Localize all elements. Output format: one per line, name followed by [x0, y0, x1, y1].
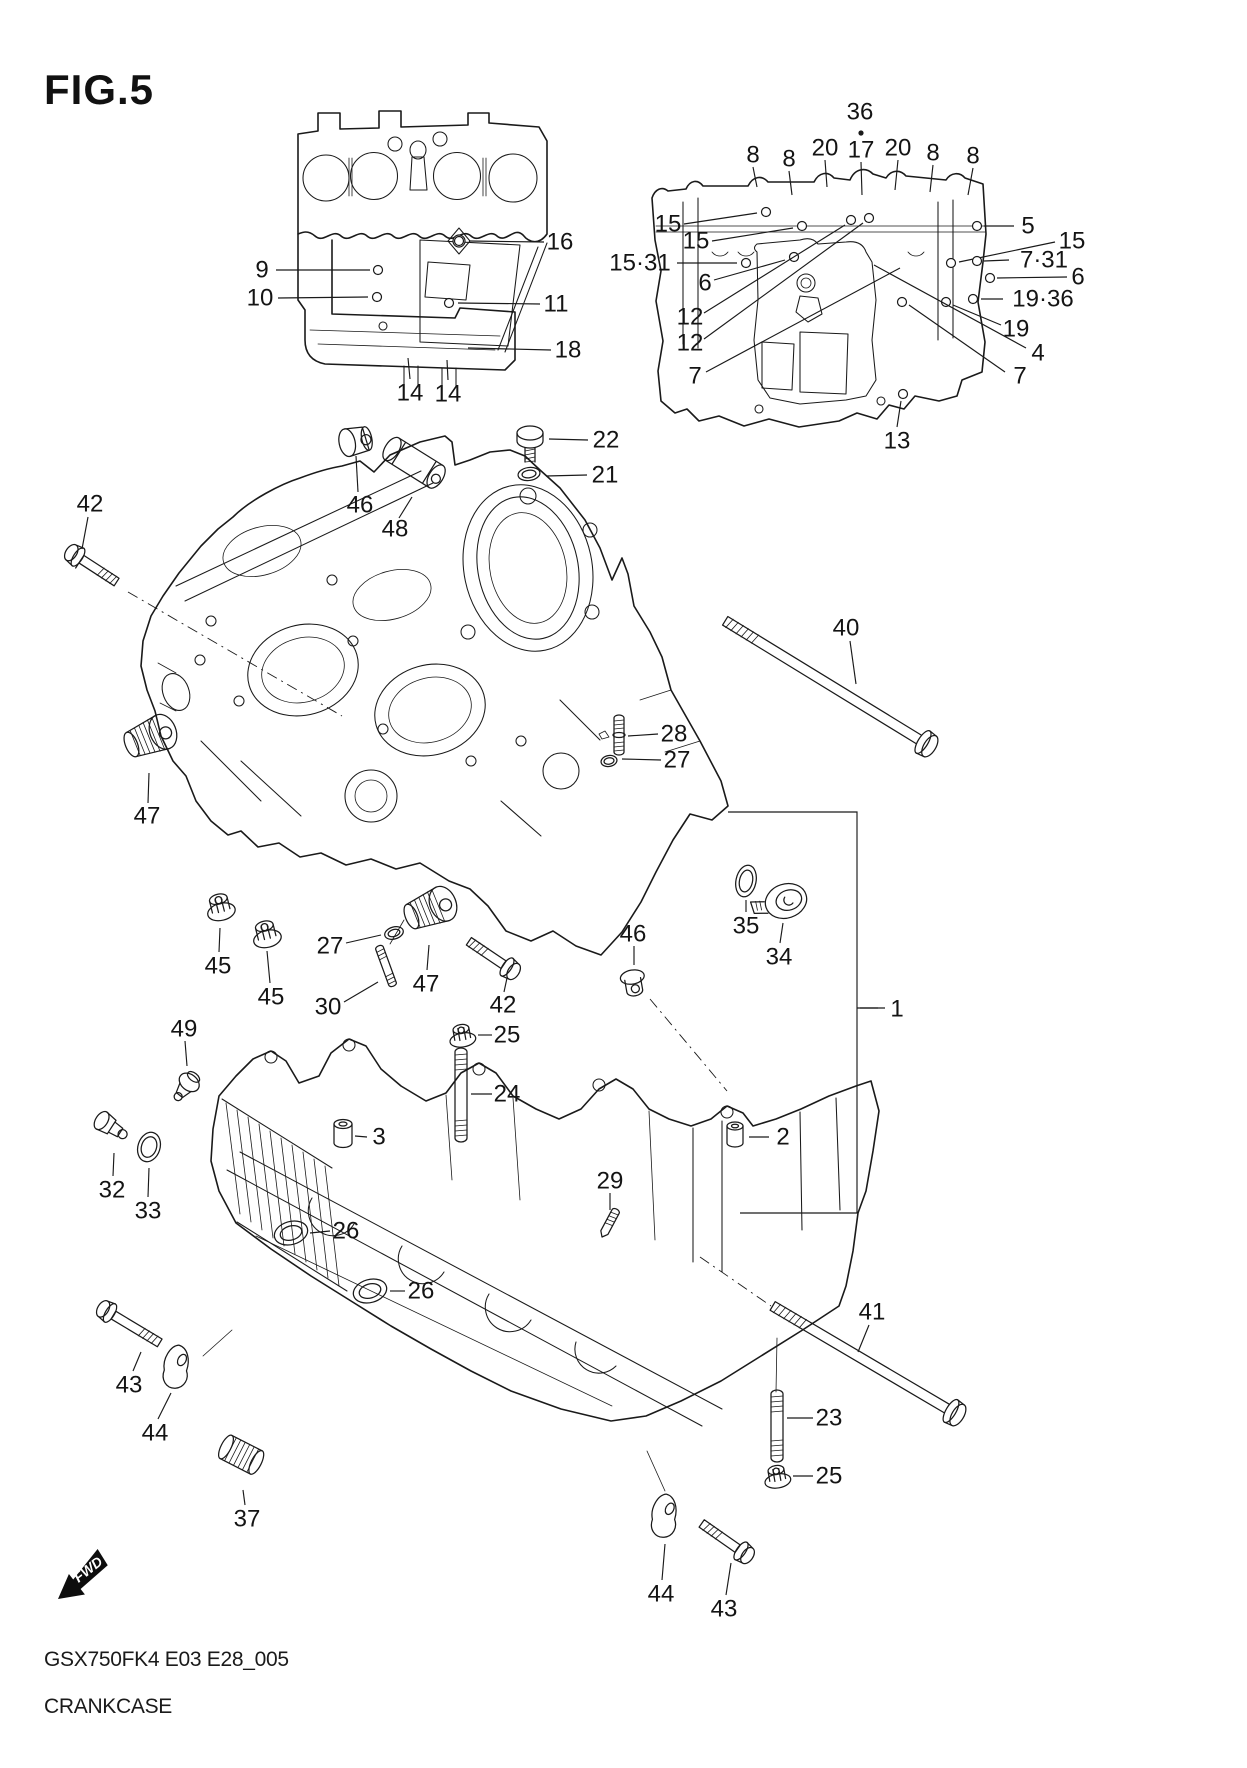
leader-line	[310, 1231, 330, 1233]
part-43-bolt-right	[696, 1515, 758, 1567]
hole-ring	[455, 237, 464, 246]
callout-26: 26	[332, 1217, 360, 1245]
hole-ring	[374, 266, 383, 275]
callout-29: 29	[596, 1167, 624, 1195]
leader-line	[158, 1393, 171, 1419]
part-3-bushing	[334, 1120, 352, 1148]
hole-ring	[762, 208, 771, 217]
hole-ring	[973, 222, 982, 231]
callout-2: 2	[776, 1123, 790, 1151]
part-42-bolt-upper	[61, 541, 122, 591]
leader-line	[909, 305, 1005, 372]
leader-line	[346, 935, 381, 943]
callout-15: 15	[654, 210, 682, 238]
callout-20: 20	[884, 134, 912, 162]
leader-line	[243, 1490, 245, 1505]
callout-15: 15	[1058, 227, 1086, 255]
part-45-flange-nut-1	[204, 891, 238, 923]
callout-42: 42	[489, 991, 517, 1019]
part-47-knurled-plug-center	[399, 882, 462, 935]
callout-26: 26	[407, 1277, 435, 1305]
part-42-bolt-center	[463, 933, 524, 984]
part-30-stud-small	[375, 944, 397, 987]
callout-8: 8	[926, 139, 940, 167]
callout-41: 41	[858, 1298, 886, 1326]
callout-44: 44	[141, 1419, 169, 1447]
leader-line	[712, 228, 793, 241]
callout-47: 47	[133, 802, 161, 830]
leader-line	[148, 1168, 149, 1197]
leader-line	[267, 951, 270, 983]
leader-line	[861, 162, 862, 195]
callout-45: 45	[204, 952, 232, 980]
part-26-oring-2	[350, 1275, 389, 1306]
leader-line	[704, 223, 863, 339]
callout-15·31: 15·31	[609, 249, 671, 277]
leader-line	[133, 1352, 141, 1371]
callout-46: 46	[346, 491, 374, 519]
part-25-nut-lower	[762, 1463, 792, 1490]
leader-line	[780, 923, 783, 943]
fwd-arrow	[49, 1549, 115, 1609]
hole-ring	[986, 274, 995, 283]
callout-7: 7	[1013, 362, 1027, 390]
leader-line	[458, 303, 540, 304]
leader-line	[953, 305, 1001, 325]
callout-7: 7	[688, 362, 702, 390]
leader-line	[662, 1544, 665, 1580]
part-48-collar	[379, 434, 449, 491]
callout-8: 8	[966, 142, 980, 170]
callout-43: 43	[115, 1371, 143, 1399]
callout-47: 47	[412, 970, 440, 998]
callout-24: 24	[493, 1080, 521, 1108]
callout-28: 28	[660, 720, 688, 748]
hole-ring	[973, 257, 982, 266]
part-25-nut-upper	[447, 1022, 477, 1049]
part-33-oring	[134, 1129, 164, 1164]
callout-36: 36	[846, 98, 874, 126]
leader-line	[549, 439, 588, 440]
part-44-blind-plug-left	[160, 1343, 192, 1390]
callout-6: 6	[1071, 263, 1085, 291]
callout-1: 1	[890, 995, 904, 1023]
hole-ring	[899, 390, 908, 399]
part-27-oring-upper	[600, 754, 618, 768]
callout-27: 27	[316, 932, 344, 960]
callout-10: 10	[246, 284, 274, 312]
part-23-stud	[771, 1390, 783, 1462]
callout-23: 23	[815, 1404, 843, 1432]
part-45-flange-nut-2	[250, 918, 284, 950]
leader-line	[897, 401, 901, 427]
leader-line	[622, 759, 661, 760]
leader-line	[447, 360, 448, 380]
leader-line	[850, 641, 856, 684]
callout-25: 25	[815, 1462, 843, 1490]
callout-30: 30	[314, 993, 342, 1021]
part-22-bolt	[517, 426, 543, 462]
callout-5: 5	[1021, 212, 1035, 240]
leader-line	[278, 297, 368, 298]
hole-ring	[742, 259, 751, 268]
leader-line	[684, 213, 757, 224]
part-49-switch	[167, 1067, 205, 1107]
callout-8: 8	[782, 145, 796, 173]
callout-34: 34	[765, 943, 793, 971]
callout-11: 11	[543, 290, 569, 318]
callout-4: 4	[1031, 339, 1045, 367]
callout-7·31: 7·31	[1019, 246, 1069, 274]
part-44-blind-plug-right	[649, 1493, 680, 1539]
hole-ring	[373, 293, 382, 302]
hole-ring	[847, 216, 856, 225]
figure-caption: CRANKCASE	[44, 1695, 172, 1718]
callout-12: 12	[676, 329, 704, 357]
callout-3: 3	[372, 1123, 386, 1151]
callout-48: 48	[381, 515, 409, 543]
callout-16: 16	[546, 228, 574, 256]
callout-6: 6	[698, 269, 712, 297]
callout-35: 35	[732, 912, 760, 940]
callout-14: 14	[396, 379, 424, 407]
callout-layer	[77, 99, 1086, 1623]
callout-33: 33	[134, 1197, 162, 1225]
hole-ring	[798, 222, 807, 231]
leader-line	[858, 1325, 869, 1352]
leader-line	[546, 475, 587, 476]
part-32-plug	[91, 1109, 132, 1145]
callout-20: 20	[811, 134, 839, 162]
fwd-label: FWD	[70, 1553, 106, 1586]
leader-line	[344, 982, 378, 1002]
leader-line	[408, 358, 410, 379]
leader-line	[789, 171, 792, 195]
leader-line	[968, 168, 973, 195]
callout-13: 13	[883, 427, 911, 455]
callout-17: 17	[847, 136, 875, 164]
callout-8: 8	[746, 141, 760, 169]
callout-15: 15	[682, 227, 710, 255]
hole-ring	[969, 295, 978, 304]
part-21-gasket-washer	[517, 466, 541, 482]
part-46-cap-nut-bottom	[619, 968, 647, 998]
part-37-screw-plug	[216, 1433, 267, 1476]
leader-line	[427, 945, 429, 970]
upper-crankcase-half	[141, 436, 728, 955]
callout-19·36: 19·36	[1012, 285, 1074, 313]
callout-18: 18	[554, 336, 582, 364]
callout-37: 37	[233, 1505, 261, 1533]
leader-line	[148, 773, 149, 803]
callout-9: 9	[255, 256, 269, 284]
callout-25: 25	[493, 1021, 521, 1049]
leader-line	[82, 517, 88, 549]
part-43-bolt-left	[93, 1297, 165, 1352]
part-40-long-bolt	[718, 610, 941, 761]
leader-line	[895, 160, 898, 190]
callout-44: 44	[647, 1580, 675, 1608]
part-2-bushing	[727, 1122, 743, 1147]
cylinder-block-rear-view	[298, 111, 547, 387]
hole-ring	[445, 299, 454, 308]
callout-14: 14	[434, 380, 462, 408]
leader-line	[997, 277, 1067, 278]
part-29-stud-small	[598, 1207, 620, 1239]
callout-40: 40	[832, 614, 860, 642]
hole-ring	[898, 298, 907, 307]
leader-line	[219, 928, 220, 952]
callout-19: 19	[1002, 315, 1030, 343]
leader-line	[984, 260, 1009, 261]
leader-line	[628, 734, 658, 736]
part-46-cap-nut-top	[336, 424, 374, 458]
part-28-stud	[599, 715, 625, 755]
leader-line	[726, 1563, 731, 1595]
part-47-knurled-plug-left	[119, 710, 182, 763]
hole-ring	[865, 214, 874, 223]
hole-ring	[947, 259, 956, 268]
callout-22: 22	[592, 426, 620, 454]
part-27-oring-lower	[383, 925, 405, 942]
callout-27: 27	[663, 746, 691, 774]
callout-46: 46	[619, 920, 647, 948]
leader-line	[113, 1153, 114, 1176]
leader-line	[355, 1136, 367, 1137]
leader-line	[185, 1041, 187, 1066]
leader-line	[504, 978, 507, 992]
ref-dot	[858, 130, 863, 135]
leader-line	[706, 268, 900, 372]
callout-21: 21	[591, 461, 619, 489]
part-35-oring	[733, 863, 759, 898]
callout-42: 42	[76, 490, 104, 518]
callout-32: 32	[98, 1176, 126, 1204]
leader-line	[753, 167, 757, 187]
figure-title: FIG.5	[44, 66, 155, 113]
callout-12: 12	[676, 303, 704, 331]
model-code: GSX750FK4 E03 E28_005	[44, 1648, 289, 1671]
callout-43: 43	[710, 1595, 738, 1623]
leader-line	[704, 225, 845, 313]
callout-45: 45	[257, 983, 285, 1011]
part-24-stud	[455, 1048, 467, 1142]
callout-49: 49	[170, 1015, 198, 1043]
